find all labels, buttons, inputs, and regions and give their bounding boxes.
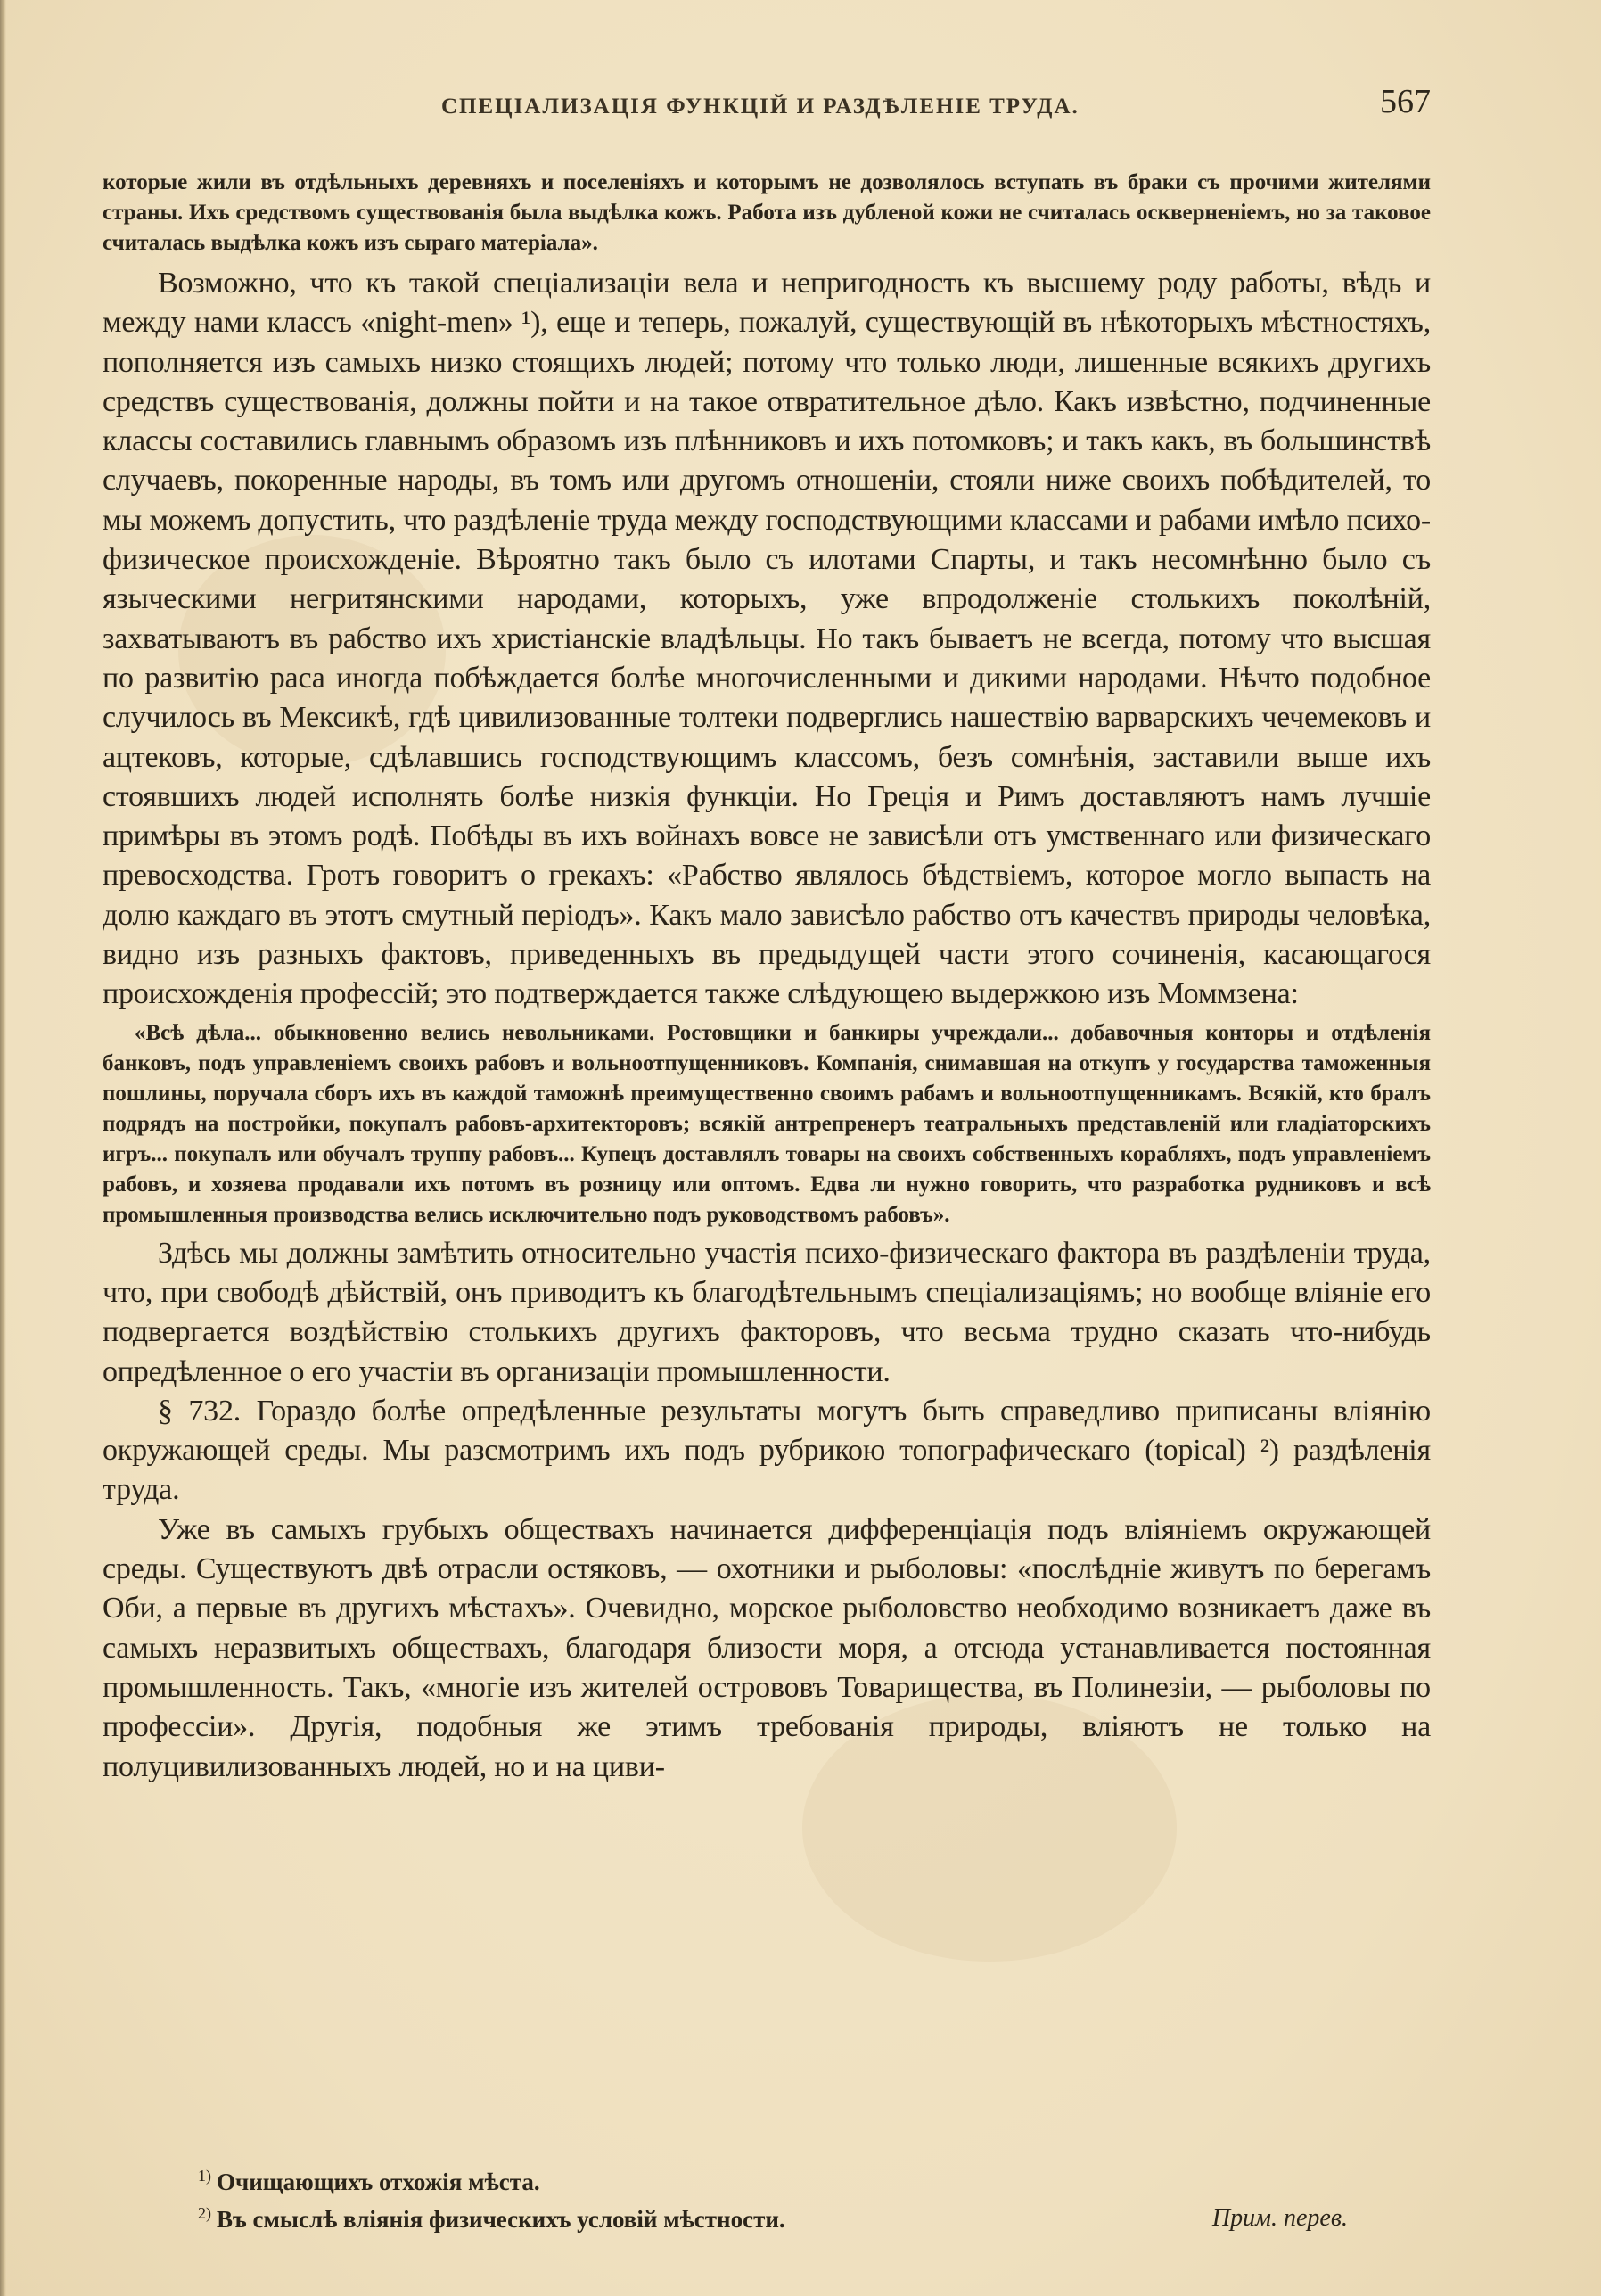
footnote-text: Очищающихъ отхожія мѣста. <box>217 2168 540 2195</box>
footnote-2 <box>198 2204 1348 2242</box>
translator-note: Прим. перев. <box>1211 2204 1348 2232</box>
footnote-mark: 2) <box>198 2204 211 2222</box>
paragraph-environment: Уже въ самыхъ грубыхъ обществахъ начинается дифференціація подъ вліяніемъ окружающей среды. Существуютъ двѣ отрасли остяковъ, — охотники и рыболовы: «послѣдніе живутъ по берегамъ Оби, а первые въ другихъ мѣстахъ». Очевидно, морское рыболовство необходимо возникаетъ даже въ самыхъ неразвитыхъ обществахъ, благодаря близости моря, а отсюда устанавливается постоянная промышленность. Такъ, «многіе изъ жителей острововъ Товарищества, въ Полинезіи, — рыболовы по профессіи». Другія, подобныя же этимъ требованія природы, вліяютъ не только на полуцивилизованныхъ людей, но и на циви- <box>103 1512 1431 1783</box>
main-text <box>103 168 1431 1787</box>
running-head: СПЕЦІАЛИЗАЦІЯ ФУНКЦІЙ И РАЗДѢЛЕНІЕ ТРУДА. <box>441 95 1080 119</box>
footnotes <box>198 2167 1348 2242</box>
paragraph-specialization: Возможно, что къ такой спеціализаціи вела и непригодность къ высшему роду работы, вѣдь и между нами классъ «night-men» ¹), еще и теперь, пожалуй, существующій въ нѣкоторыхъ мѣстностяхъ, пополняется изъ самыхъ низко стоящихъ людей; потому что только люди, лишенные всякихъ другихъ средствъ существованія, должны пойти и на такое отвратительное дѣло. Какъ извѣстно, подчиненные классы составились главнымъ образомъ изъ плѣнниковъ и ихъ потомковъ; и такъ какъ, въ большинствѣ случаевъ, покоренные народы, въ томъ или другомъ отношеніи, стояли ниже своихъ побѣдителей, то мы можемъ допустить, что раздѣленіе труда между господствующими классами и рабами имѣло психо-физическое происхожденіе. Вѣроятно такъ было съ илотами Спарты, и такъ несомнѣнно было съ языческими негритянскими народами, которыхъ, уже впродолженіе столькихъ поколѣній, захватываютъ въ рабство ихъ христіанскіе владѣльцы. Но такъ бываетъ не всегда, потому что высшая по развитію раса иногда побѣждается болѣе многочисленными и дикими народами. Нѣчто подобное случилось въ Мексикѣ, гдѣ цивилизованные толтеки подверглись нашествію варварскихъ чечемековъ и ацтековъ, которые, сдѣлавшись господствующимъ классомъ, безъ сомнѣнія, заставили выше ихъ стоявшихъ людей исполнять болѣе низкія функціи. Но Греція и Римъ доставляютъ намъ лучшіе примѣры въ этомъ родѣ. Побѣды въ ихъ войнахъ вовсе не зависѣли отъ умственнаго или физическаго превосходства. Гротъ говоритъ о грекахъ: «Рабство являлось бѣдствіемъ, которое могло выпасть на долю каждаго въ этотъ смутный періодъ». Какъ мало зависѣло рабство отъ качествъ природы человѣка, видно изъ разныхъ фактовъ, приведенныхъ въ предыдущей части этого сочиненія, касающагося происхожденія профессій; это подтверждается также слѣдующею выдержкою изъ Моммзена: <box>103 267 1431 1011</box>
quote-continuation: которые жили въ отдѣльныхъ деревняхъ и поселеніяхъ и которымъ не дозволялось вступать въ браки съ прочими жителями страны. Ихъ средствомъ существованія была выдѣлка кожъ. Работа изъ дубленой кожи не считалась оскверненіемъ, но за таковое считалась выдѣлка кожъ изъ сыраго матеріала». <box>103 170 1431 255</box>
footnote-mark: 1) <box>198 2167 211 2185</box>
footnote-1 <box>198 2167 1348 2204</box>
page-spine-shadow <box>0 0 6 2296</box>
page-number: 567 <box>1380 83 1431 120</box>
footnote-text: Въ смыслѣ вліянія физическихъ условій мѣстности. <box>217 2206 785 2233</box>
paragraph-psychophysical: Здѣсь мы должны замѣтить относительно участія психо-физическаго фактора въ раздѣленіи труда, что, при свободѣ дѣйствій, онъ приводитъ къ благодѣтельнымъ спеціализаціямъ; но вообще вліяніе его подвергается воздѣйствію столькихъ другихъ факторовъ, что весьма трудно сказать что-нибудь опредѣленное о его участіи въ организаціи промышленности. <box>103 1236 1431 1388</box>
quote-mommsen: «Всѣ дѣла... обыкновенно велись невольниками. Ростовщики и банкиры учреждали... добавочныя конторы и отдѣленія банковъ, подъ управленіемъ своихъ рабовъ и вольноотпущенниковъ. Компанія, снимавшая на откупъ у государства таможенныя пошлины, поручала сборъ ихъ въ каждой таможнѣ преимущественно своимъ рабамъ и вольноотпущенникамъ. Всякій, кто бралъ подрядъ на постройки, покупалъ рабовъ-архитекторовъ; всякій антрепренеръ театральныхъ представленій или гладіаторскихъ игръ... покупалъ или обучалъ труппу рабовъ... Купецъ доставлялъ товары на своихъ собственныхъ корабляхъ, подъ управленіемъ рабовъ, и хозяева продавали ихъ потомъ въ розницу или оптомъ. Едва ли нужно говорить, что разработка рудниковъ и всѣ промышленныя производства велись исключительно подъ руководствомъ рабовъ». <box>103 1020 1431 1227</box>
paragraph-section-732: § 732. Гораздо болѣе опредѣленные результаты могутъ быть справедливо приписаны вліянію окружающей среды. Мы разсмотримъ ихъ подъ рубрикою топографическаго (topical) ²) раздѣленія труда. <box>103 1394 1431 1507</box>
page-header <box>103 82 1431 136</box>
